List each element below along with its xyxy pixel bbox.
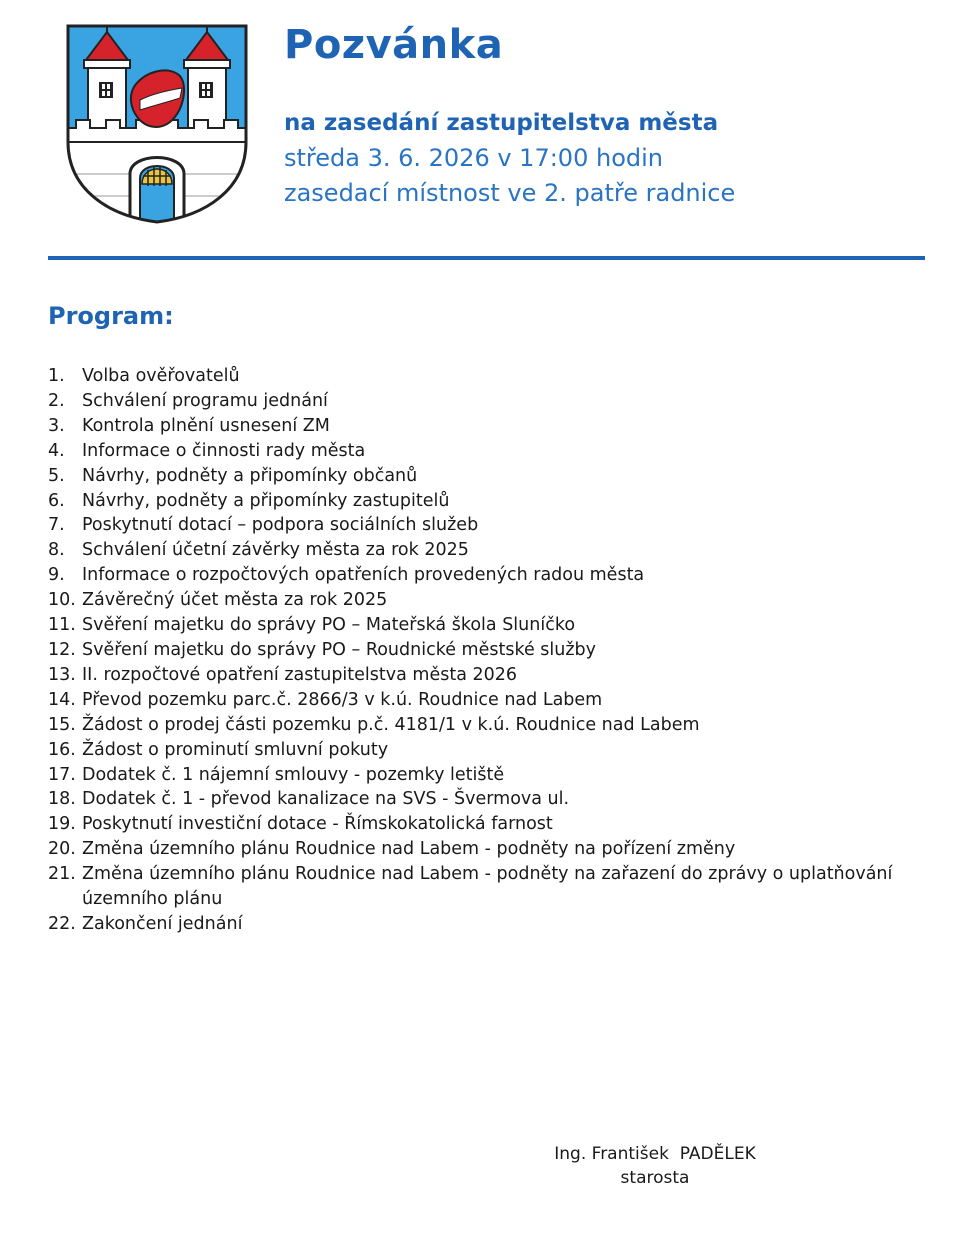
list-item xyxy=(48,364,908,389)
item-text: Převod pozemku parc.č. 2866/3 v k.ú. Roudnice nad Labem xyxy=(82,689,603,710)
item-number: 3. xyxy=(48,415,65,436)
list-item xyxy=(48,389,908,414)
list-item xyxy=(48,738,908,763)
coat-of-arms-logo xyxy=(66,24,248,224)
item-number: 19. xyxy=(48,814,76,835)
item-text: Poskytnutí dotací – podpora sociálních služeb xyxy=(82,515,479,536)
item-number: 14. xyxy=(48,689,76,710)
item-number: 11. xyxy=(48,615,76,636)
item-text: II. rozpočtové opatření zastupitelstva města 2026 xyxy=(82,664,518,685)
item-number: 10. xyxy=(48,590,76,611)
program-heading: Program: xyxy=(48,302,174,330)
list-item xyxy=(48,812,908,837)
item-number: 5. xyxy=(48,465,65,486)
list-item xyxy=(48,912,908,937)
page-title: Pozvánka xyxy=(284,22,504,68)
item-text: Dodatek č. 1 nájemní smlouvy - pozemky letiště xyxy=(82,764,505,785)
item-number: 18. xyxy=(48,789,76,810)
item-number: 17. xyxy=(48,764,76,785)
meeting-subtitle: na zasedání zastupitelstva města xyxy=(284,110,719,136)
list-item xyxy=(48,563,908,588)
item-number: 2. xyxy=(48,390,65,411)
mayor-name: Ing. František PADĚLEK xyxy=(554,1144,756,1164)
item-text: Informace o činnosti rady města xyxy=(82,440,366,461)
mayor-role: starosta xyxy=(620,1168,690,1188)
item-text: Schválení účetní závěrky města za rok 2025 xyxy=(82,540,469,561)
header-divider xyxy=(48,256,925,260)
list-item xyxy=(48,538,908,563)
item-number: 9. xyxy=(48,565,65,586)
item-text: Kontrola plnění usnesení ZM xyxy=(82,415,330,436)
item-number: 6. xyxy=(48,490,65,511)
list-item xyxy=(48,613,908,638)
item-number: 22. xyxy=(48,913,76,934)
list-item xyxy=(48,787,908,812)
list-item xyxy=(48,862,908,912)
item-text: Žádost o prodej části pozemku p.č. 4181/1 v k.ú. Roudnice nad Labem xyxy=(82,714,700,735)
item-number: 16. xyxy=(48,739,76,760)
list-item xyxy=(48,688,908,713)
list-item xyxy=(48,489,908,514)
list-item xyxy=(48,763,908,788)
item-text: Žádost o prominutí smluvní pokuty xyxy=(82,739,389,760)
list-item xyxy=(48,414,908,439)
list-item xyxy=(48,588,908,613)
list-item xyxy=(48,638,908,663)
item-text: Zakončení jednání xyxy=(82,913,243,934)
list-item xyxy=(48,464,908,489)
list-item xyxy=(48,663,908,688)
item-text: Schválení programu jednání xyxy=(82,390,328,411)
item-number: 4. xyxy=(48,440,65,461)
meeting-place: zasedací místnost ve 2. patře radnice xyxy=(284,179,736,207)
item-text: Závěrečný účet města za rok 2025 xyxy=(82,590,388,611)
item-text: Změna územního plánu Roudnice nad Labem - podněty na pořízení změny xyxy=(82,839,736,860)
signature-block xyxy=(520,1142,790,1190)
meeting-date: středa 3. 6. 2026 v 17:00 hodin xyxy=(284,144,663,172)
item-number: 7. xyxy=(48,515,65,536)
agenda-list xyxy=(48,364,908,937)
list-item xyxy=(48,837,908,862)
list-item xyxy=(48,713,908,738)
list-item xyxy=(48,513,908,538)
item-text: Poskytnutí investiční dotace - Římskokatolická farnost xyxy=(82,814,553,835)
item-number: 1. xyxy=(48,366,65,386)
item-text: Informace o rozpočtových opatřeních provedených radou města xyxy=(82,565,645,586)
item-text: Návrhy, podněty a připomínky občanů xyxy=(82,465,418,486)
item-text: Svěření majetku do správy PO – Mateřská škola Sluníčko xyxy=(82,615,576,636)
list-item xyxy=(48,439,908,464)
item-text: Změna územního plánu Roudnice nad Labem - podněty na zařazení do zprávy o uplatňování územního plánu xyxy=(82,864,893,910)
item-text: Volba ověřovatelů xyxy=(82,366,240,386)
item-number: 12. xyxy=(48,639,76,660)
item-text: Svěření majetku do správy PO – Roudnické městské služby xyxy=(82,639,597,660)
item-number: 13. xyxy=(48,664,76,685)
item-number: 8. xyxy=(48,540,65,561)
item-number: 21. xyxy=(48,864,76,885)
item-number: 20. xyxy=(48,839,76,860)
item-text: Dodatek č. 1 - převod kanalizace na SVS - Švermova ul. xyxy=(82,789,570,810)
item-text: Návrhy, podněty a připomínky zastupitelů xyxy=(82,490,450,511)
item-number: 15. xyxy=(48,714,76,735)
